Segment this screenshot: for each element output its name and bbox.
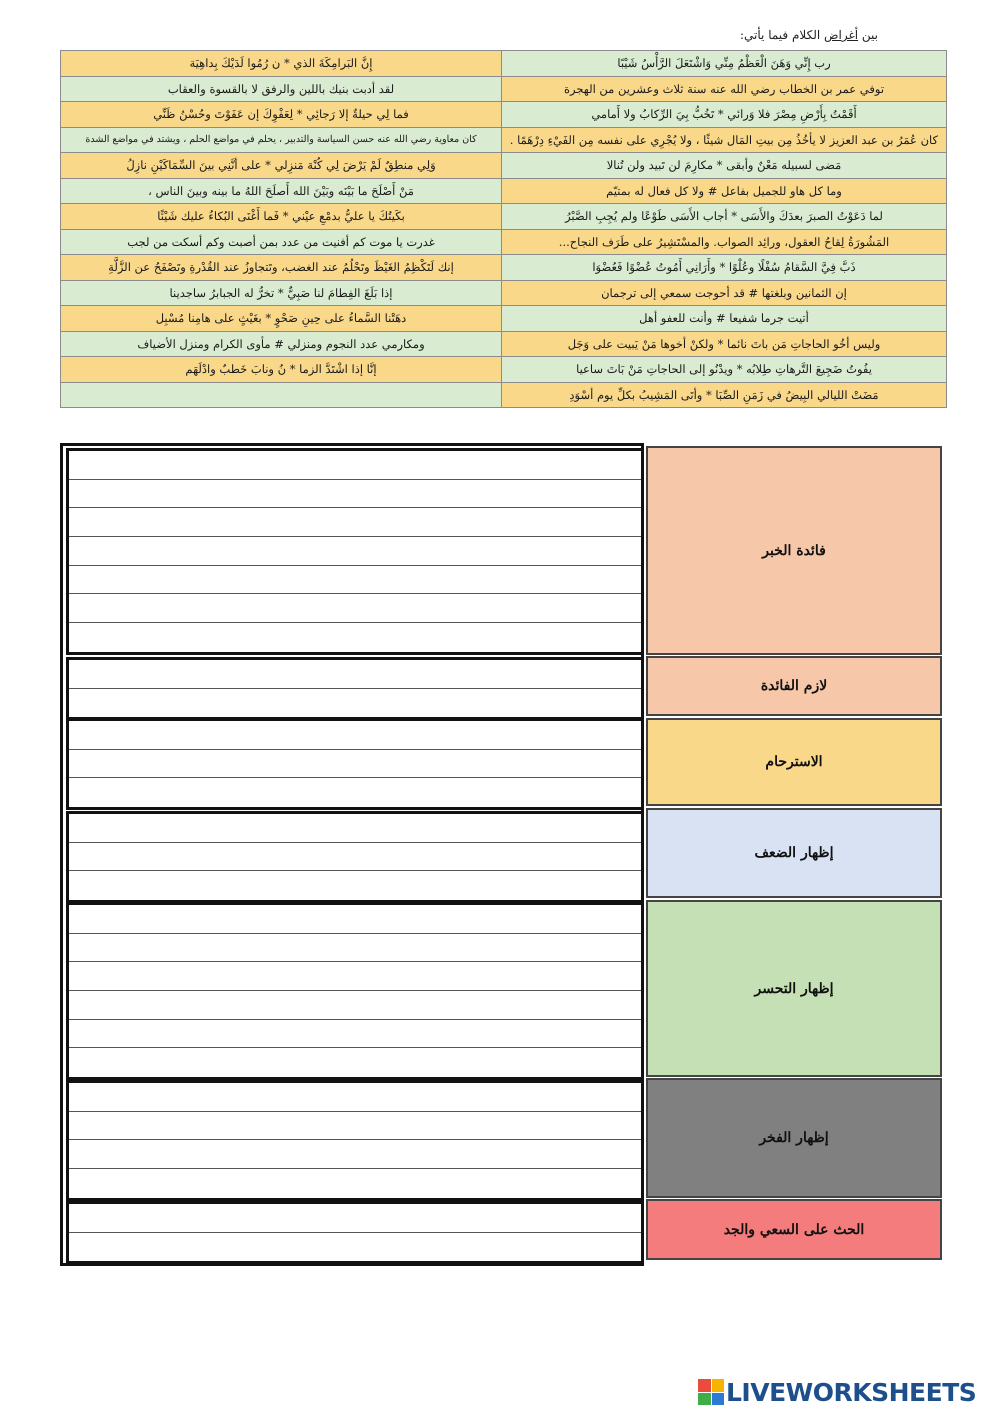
example-right[interactable]: يفُوتُ ضَجِيعَ التَّرهاتِ طِلابُه * ويدْنُو إلى الحاجاتِ مَنْ بَاتَ ساعيا [502,357,947,383]
answer-line [69,594,641,623]
table-row [61,306,947,332]
answer-group-4 [66,811,644,903]
answer-input[interactable] [69,962,641,990]
answer-input[interactable] [69,566,641,594]
answer-line [69,871,641,900]
example-right[interactable]: مَضَتْ الليالي البِيضُ في زَمَنِ الصِّبَا * وأتَى المَشِيبُ بكلِّ يوم أسْوَدِ [502,382,947,408]
answer-input[interactable] [69,689,641,718]
answer-line [69,660,641,689]
answer-line [69,962,641,991]
example-left[interactable]: لقد أدبت بنيك باللين والرفق لا بالقسوة والعقاب [61,76,502,102]
answer-line [69,778,641,807]
answer-line [69,1112,641,1141]
example-left [61,382,502,408]
answer-group-2 [66,657,644,720]
example-left[interactable]: إنَّا إذا اشْتَدَّ الزما * نُ ونابَ خَطبٌ وادْلَهَم [61,357,502,383]
example-right[interactable]: أَقَمْتُ بِأَرْضِ مِصْرَ فلا وَرائي * تَخُبُّ بِيَ الرِّكابُ ولا أَمامي [502,102,947,128]
answer-line [69,1083,641,1112]
answer-input[interactable] [69,1204,641,1232]
instruction [740,28,878,42]
category-box [646,808,942,898]
answer-line [69,991,641,1020]
category-box [646,900,942,1077]
answer-input[interactable] [69,1112,641,1140]
liveworksheets-logo-icon [698,1379,724,1405]
answer-group-1 [66,448,644,655]
example-left[interactable]: إنك لَتَكْظِمُ الغَيْظَ وتَحْلُمُ عند الغضب، وتَتجاوزُ عند القُدْرةِ وتَصْفَحُ عن الزَّلَّةِ [61,255,502,281]
answer-input[interactable] [69,991,641,1019]
example-left[interactable]: وَلِي منطِقٌ لَمْ يَرْضَ لِي كُنْهَ مَنزِلي * على أنَّنِي بينَ السِّمَاكَيْنِ نازِلُ [61,153,502,179]
category-box [646,446,942,655]
table-row [61,51,947,77]
category-box [646,656,942,716]
category-label: لازم الفائدة [760,678,828,694]
liveworksheets-watermark [698,1376,976,1408]
answer-line [69,934,641,963]
category-label: إظهار الضعف [754,845,834,861]
answer-input[interactable] [69,814,641,842]
answer-input[interactable] [69,905,641,933]
answer-line [69,689,641,718]
category-box [646,718,942,806]
answer-line [69,1048,641,1077]
answer-line [69,843,641,872]
answer-group-3 [66,718,644,810]
example-left[interactable]: إِنَّ البَرامِكَةَ الذي * ن رُمُوا لَدَيْكَ بِداهِيَة [61,51,502,77]
answer-line [69,905,641,934]
answer-line [69,508,641,537]
example-right[interactable]: المَشُورَةُ لِقاحُ العقول، ورائِد الصواب. والمسْتَشِيرُ على طَرَف النجاح... [502,229,947,255]
answer-input[interactable] [69,1140,641,1168]
answer-line [69,451,641,480]
table-row [61,229,947,255]
example-right[interactable]: توفي عمر بن الخطاب رضي الله عنه سنة ثلاث وعشرين من الهجرة [502,76,947,102]
category-label: إظهار الفخر [759,1130,829,1146]
answer-line [69,814,641,843]
answer-input[interactable] [69,1048,641,1077]
example-right[interactable]: رب إِنِّي وَهَنَ الْعَظْمُ مِنِّي وَاشْتَعَلَ الرَّأْسُ شَيْبًا [502,51,947,77]
answer-input[interactable] [69,1233,641,1262]
answer-input[interactable] [69,721,641,749]
answer-line [69,480,641,509]
answer-input[interactable] [69,660,641,688]
instruction-underlined: أغراض [824,28,859,42]
example-left[interactable]: فما لِي حيلةٌ إلا رَجائِي * لِعَفْوِكَ إن عَفَوْتَ وحُسْنُ ظَنِّي [61,102,502,128]
answer-input[interactable] [69,1020,641,1048]
table-row [61,178,947,204]
watermark-text: LIVEWORKSHEETS [726,1377,977,1407]
table-row [61,382,947,408]
example-right[interactable]: أتيت جرما شفيعا # وأنت للعفو أهل [502,306,947,332]
answer-line [69,566,641,595]
answer-input[interactable] [69,778,641,807]
example-left[interactable]: ومكارمي عدد النجوم ومنزلي # مأوى الكرام ومنزل الأضياف [61,331,502,357]
answer-line [69,1204,641,1233]
example-right[interactable]: إن الثمانين وبلغتها # قد أحوجت سمعي إلى ترجمان [502,280,947,306]
category-label: الاسترحام [765,754,823,770]
answer-input[interactable] [69,480,641,508]
example-left[interactable]: دهَتْنا السَّماءُ على حِينِ صَحْوٍ * بغَيْثٍ على هامِنا مُسْبِل [61,306,502,332]
example-right[interactable]: لما دَعَوْتُ الصبرَ بعدَكَ والأَسَى * أجاب الأَسَى طَوْعًا ولم يُجِبِ الصَّبْرُ [502,204,947,230]
answer-input[interactable] [69,508,641,536]
answer-input[interactable] [69,843,641,871]
table-row [61,76,947,102]
answer-line [69,1020,641,1049]
answer-line [69,1169,641,1198]
example-right[interactable]: وما كل هاو للجميل بفاعل # ولا كل فعال له بمتيّم [502,178,947,204]
table-row [61,357,947,383]
answer-input[interactable] [69,451,641,479]
answer-input[interactable] [69,537,641,565]
category-label: إظهار التحسر [754,980,834,997]
example-left[interactable]: بكَيتُكَ يا عليُّ بدمْعِ عيْني * فَما أَغْنَى البُكاءُ عليك شَيْئًا [61,204,502,230]
category-label: فائدة الخبر [762,542,826,559]
answer-input[interactable] [69,871,641,900]
example-right[interactable]: وليس أخُو الحاجاتِ مَن باتَ نائما * ولكنْ أخوها مَنْ يَبيت على وَجَل [502,331,947,357]
instruction-prefix: بين [858,28,878,42]
example-right[interactable]: ذَبَّ فِيَّ السَّقامُ سُفْلًا وعُلْوًا * وأَرَانِي أَمُوتُ عُضْوًا فَعُضْوَا [502,255,947,281]
answer-group-6 [66,1080,644,1201]
table-row [61,280,947,306]
category-box [646,1199,942,1260]
answer-line [69,750,641,779]
table-row [61,153,947,179]
example-left[interactable]: غدرت يا موت كم أفنيت من عدد بمن أصبت وكم أسكت من لجب [61,229,502,255]
answer-input[interactable] [69,1169,641,1198]
answer-line [69,623,641,652]
answer-input[interactable] [69,594,641,622]
answer-group-7 [66,1201,644,1264]
table-row [61,204,947,230]
examples-table [60,50,947,408]
answer-group-5 [66,902,644,1080]
category-label: الحث على السعي والجد [723,1221,865,1238]
answer-input[interactable] [69,750,641,778]
answer-input[interactable] [69,623,641,652]
example-right[interactable]: كان عُمَرُ بن عبد العزيز لا يأخُذُ مِن بيتِ المَال شيئًا ، ولا يُجْرِي على نفسه مِن الفَيْءِ دِرْهَمًا . [502,127,947,153]
table-row [61,255,947,281]
answer-line [69,537,641,566]
table-row [61,127,947,153]
answer-input[interactable] [69,934,641,962]
answer-line [69,1233,641,1262]
answer-line [69,1140,641,1169]
example-left[interactable]: إذا بَلَغَ الفِطامَ لنا صَبِيٌّ * تخرُّ له الجبابرُ ساجدينا [61,280,502,306]
table-row [61,102,947,128]
example-right[interactable]: مَضى لسبيله مَعْنٌ وأبقى * مكارِمَ لن تَبيد ولن تُنالا [502,153,947,179]
answer-input[interactable] [69,1083,641,1111]
answer-line [69,721,641,750]
example-left[interactable]: مَنْ أَصْلَحَ ما بَيْنَه وبَيْنَ الله أَصلَحَ اللهُ ما بينه وبينَ الناس ، [61,178,502,204]
example-left[interactable]: كان معاوية رضي الله عنه حسن السياسة والتدبير ، يحلم في مواضع الحلم ، ويشتد في مواضع الشدة [61,127,502,153]
instruction-suffix: الكلام فيما يأتي: [740,28,824,42]
table-row [61,331,947,357]
category-box [646,1078,942,1198]
